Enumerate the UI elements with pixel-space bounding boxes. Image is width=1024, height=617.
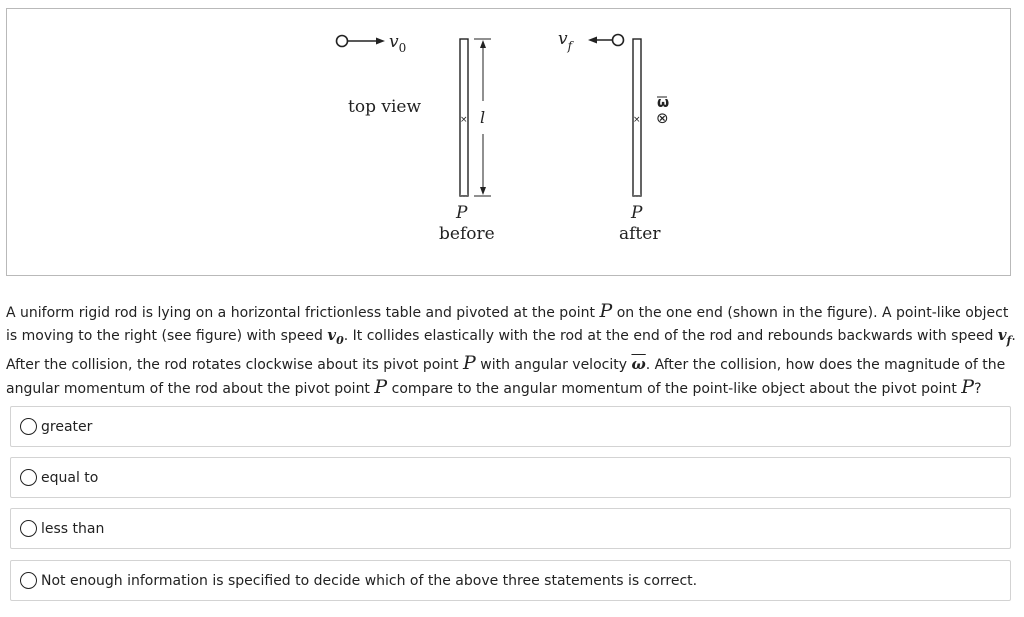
pivot-label-after: P — [631, 203, 643, 223]
option-less-than[interactable] — [10, 508, 1011, 549]
radio-less-than[interactable] — [20, 520, 37, 537]
option-equal-to[interactable] — [10, 457, 1011, 498]
incoming-object — [337, 36, 348, 47]
radio-not-enough-info[interactable] — [20, 572, 37, 589]
figure-panel — [6, 8, 1011, 276]
dim-arrow-down — [480, 187, 486, 195]
vf-label: $v_f$ — [558, 29, 573, 53]
radio-greater[interactable] — [20, 418, 37, 435]
top-view-label: top view — [348, 97, 422, 117]
before-label: before — [439, 224, 495, 244]
question-text: A uniform rigid rod is lying on a horizontal frictionless table and pivoted at the point P on the one end (shown in the figure). A point-like object is moving to the right (see figure) with speed $v_0$. It collides elastically with the rod at the end of the rod and rebounds backwards with speed $v_f$. After the collision, the rod rotates clockwise about its pivot point P with angular velocity $\overline{\omega}$. After the collision, how does the magnitude of the angular momentum of the rod about the pivot point P compare to the angular momentum of the point-like object about the pivot point P? — [6, 300, 1016, 398]
center-mark-after: × — [633, 115, 641, 125]
omega-vector-symbol: ω — [657, 95, 670, 111]
option-label: Not enough information is specified to decide which of the above three statements is correct. — [41, 572, 698, 589]
radio-equal-to[interactable] — [20, 469, 37, 486]
option-label: greater — [41, 418, 93, 435]
option-greater[interactable] — [10, 406, 1011, 447]
pivot-label-before: P — [456, 203, 468, 223]
after-label: after — [619, 224, 661, 244]
v0-arrow-head — [376, 38, 385, 45]
center-mark-before: × — [460, 115, 468, 125]
length-label: l — [480, 108, 486, 127]
v0-label: $v_0$ — [389, 32, 407, 55]
option-label: less than — [41, 520, 105, 537]
dim-arrow-up — [480, 40, 486, 48]
option-not-enough-info[interactable] — [10, 560, 1011, 601]
into-page-icon: ⊗ — [656, 109, 669, 127]
rebounding-object — [613, 35, 624, 46]
option-label: equal to — [41, 469, 99, 486]
rod-collision-figure — [7, 9, 1012, 277]
